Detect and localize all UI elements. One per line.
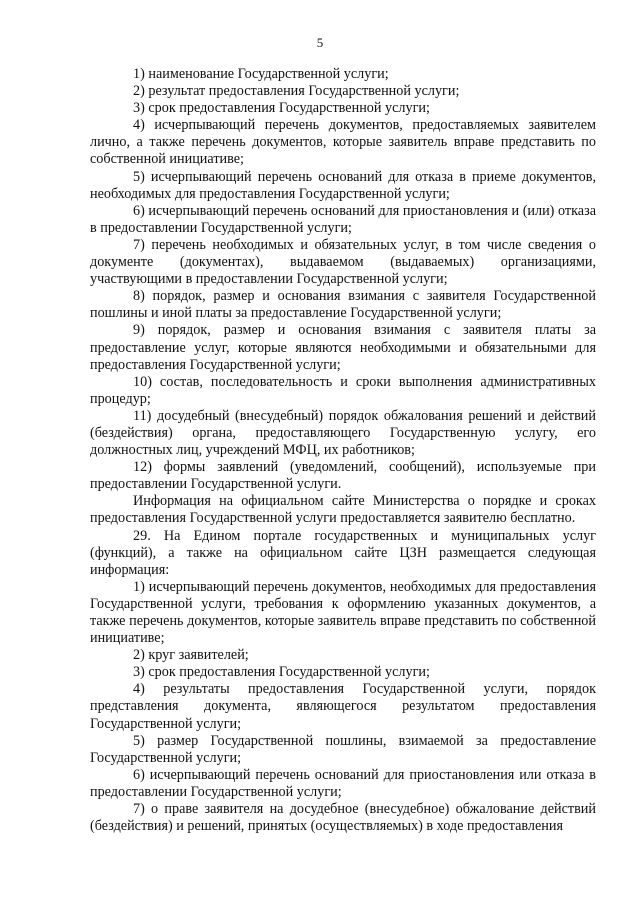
paragraph-item-10: 10) состав, последовательность и сроки выполнения административных процедур;: [90, 373, 596, 407]
paragraph-item-2: 2) результат предоставления Государственной услуги;: [133, 83, 460, 100]
paragraph-item-8: 8) порядок, размер и основания взимания с заявителя Государственной пошлины и иной платы за предоставление Государственной услуги;: [90, 288, 596, 322]
paragraph-29-item-2: 2) круг заявителей;: [133, 647, 249, 664]
paragraph-section-29: 29. На Едином портале государственных и муниципальных услуг (функций), а также на официальном сайте ЦЗН размещается следующая информация:: [90, 527, 596, 578]
paragraph-29-item-1: 1) исчерпывающий перечень документов, необходимых для предоставления Государственной услуги, требования к оформлению указанных документов, а также перечень документов, которые заявитель вправе представить по собственной инициативе;: [90, 578, 596, 647]
paragraph-item-11: 11) досудебный (внесудебный) порядок обжалования решений и действий (бездействия) органа, предоставляющего Государственную услугу, его должностных лиц, учреждений МФЦ, их работников;: [90, 407, 596, 459]
paragraph-item-5: 5) исчерпывающий перечень оснований для отказа в приеме документов, необходимых для предоставления Государственной услуги;: [90, 168, 596, 202]
paragraph-29-item-4: 4) результаты предоставления Государственной услуги, порядок представления документа, являющегося результатом предоставления Государственной услуги;: [90, 681, 596, 732]
paragraph-29-item-6: 6) исчерпывающий перечень оснований для приостановления или отказа в предоставлении Государственной услуги;: [90, 766, 596, 800]
paragraph-item-4: 4) исчерпывающий перечень документов, предоставляемых заявителем лично, а также перечень документов, которые заявитель вправе представить по собственной инициативе;: [90, 117, 596, 168]
paragraph-29-item-5: 5) размер Государственной пошлины, взимаемой за предоставление Государственной услуги;: [90, 732, 596, 766]
paragraph-info-ministry-site: Информация на официальном сайте Министерства о порядке и сроках предоставления Государственной услуги предоставляется заявителю бесплатно.: [90, 493, 596, 527]
paragraph-item-6: 6) исчерпывающий перечень оснований для приостановления и (или) отказа в предоставлении Государственной услуги;: [90, 202, 596, 236]
paragraph-29-item-7: 7) о праве заявителя на досудебное (внесудебное) обжалование действий (бездействия) и решений, принятых (осуществляемых) в ходе предоставления: [90, 801, 596, 835]
paragraph-item-12: 12) формы заявлений (уведомлений, сообщений), используемые при предоставлении Государственной услуги.: [90, 459, 596, 493]
page-number: 5: [316, 35, 324, 50]
paragraph-item-3: 3) срок предоставления Государственной услуги;: [133, 100, 430, 117]
paragraph-item-9: 9) порядок, размер и основания взимания с заявителя платы за предоставление услуг, которые являются необходимыми и обязательными для предоставления Государственной услуги;: [90, 322, 596, 373]
paragraph-item-7: 7) перечень необходимых и обязательных услуг, в том числе сведения о документе (документах), выдаваемом (выдаваемых) организациями, участвующими в предоставлении Государственной услуги;: [90, 236, 596, 288]
paragraph-item-1: 1) наименование Государственной услуги;: [133, 66, 389, 82]
paragraph-29-item-3: 3) срок предоставления Государственной услуги;: [133, 664, 430, 681]
document-body: [90, 66, 596, 835]
